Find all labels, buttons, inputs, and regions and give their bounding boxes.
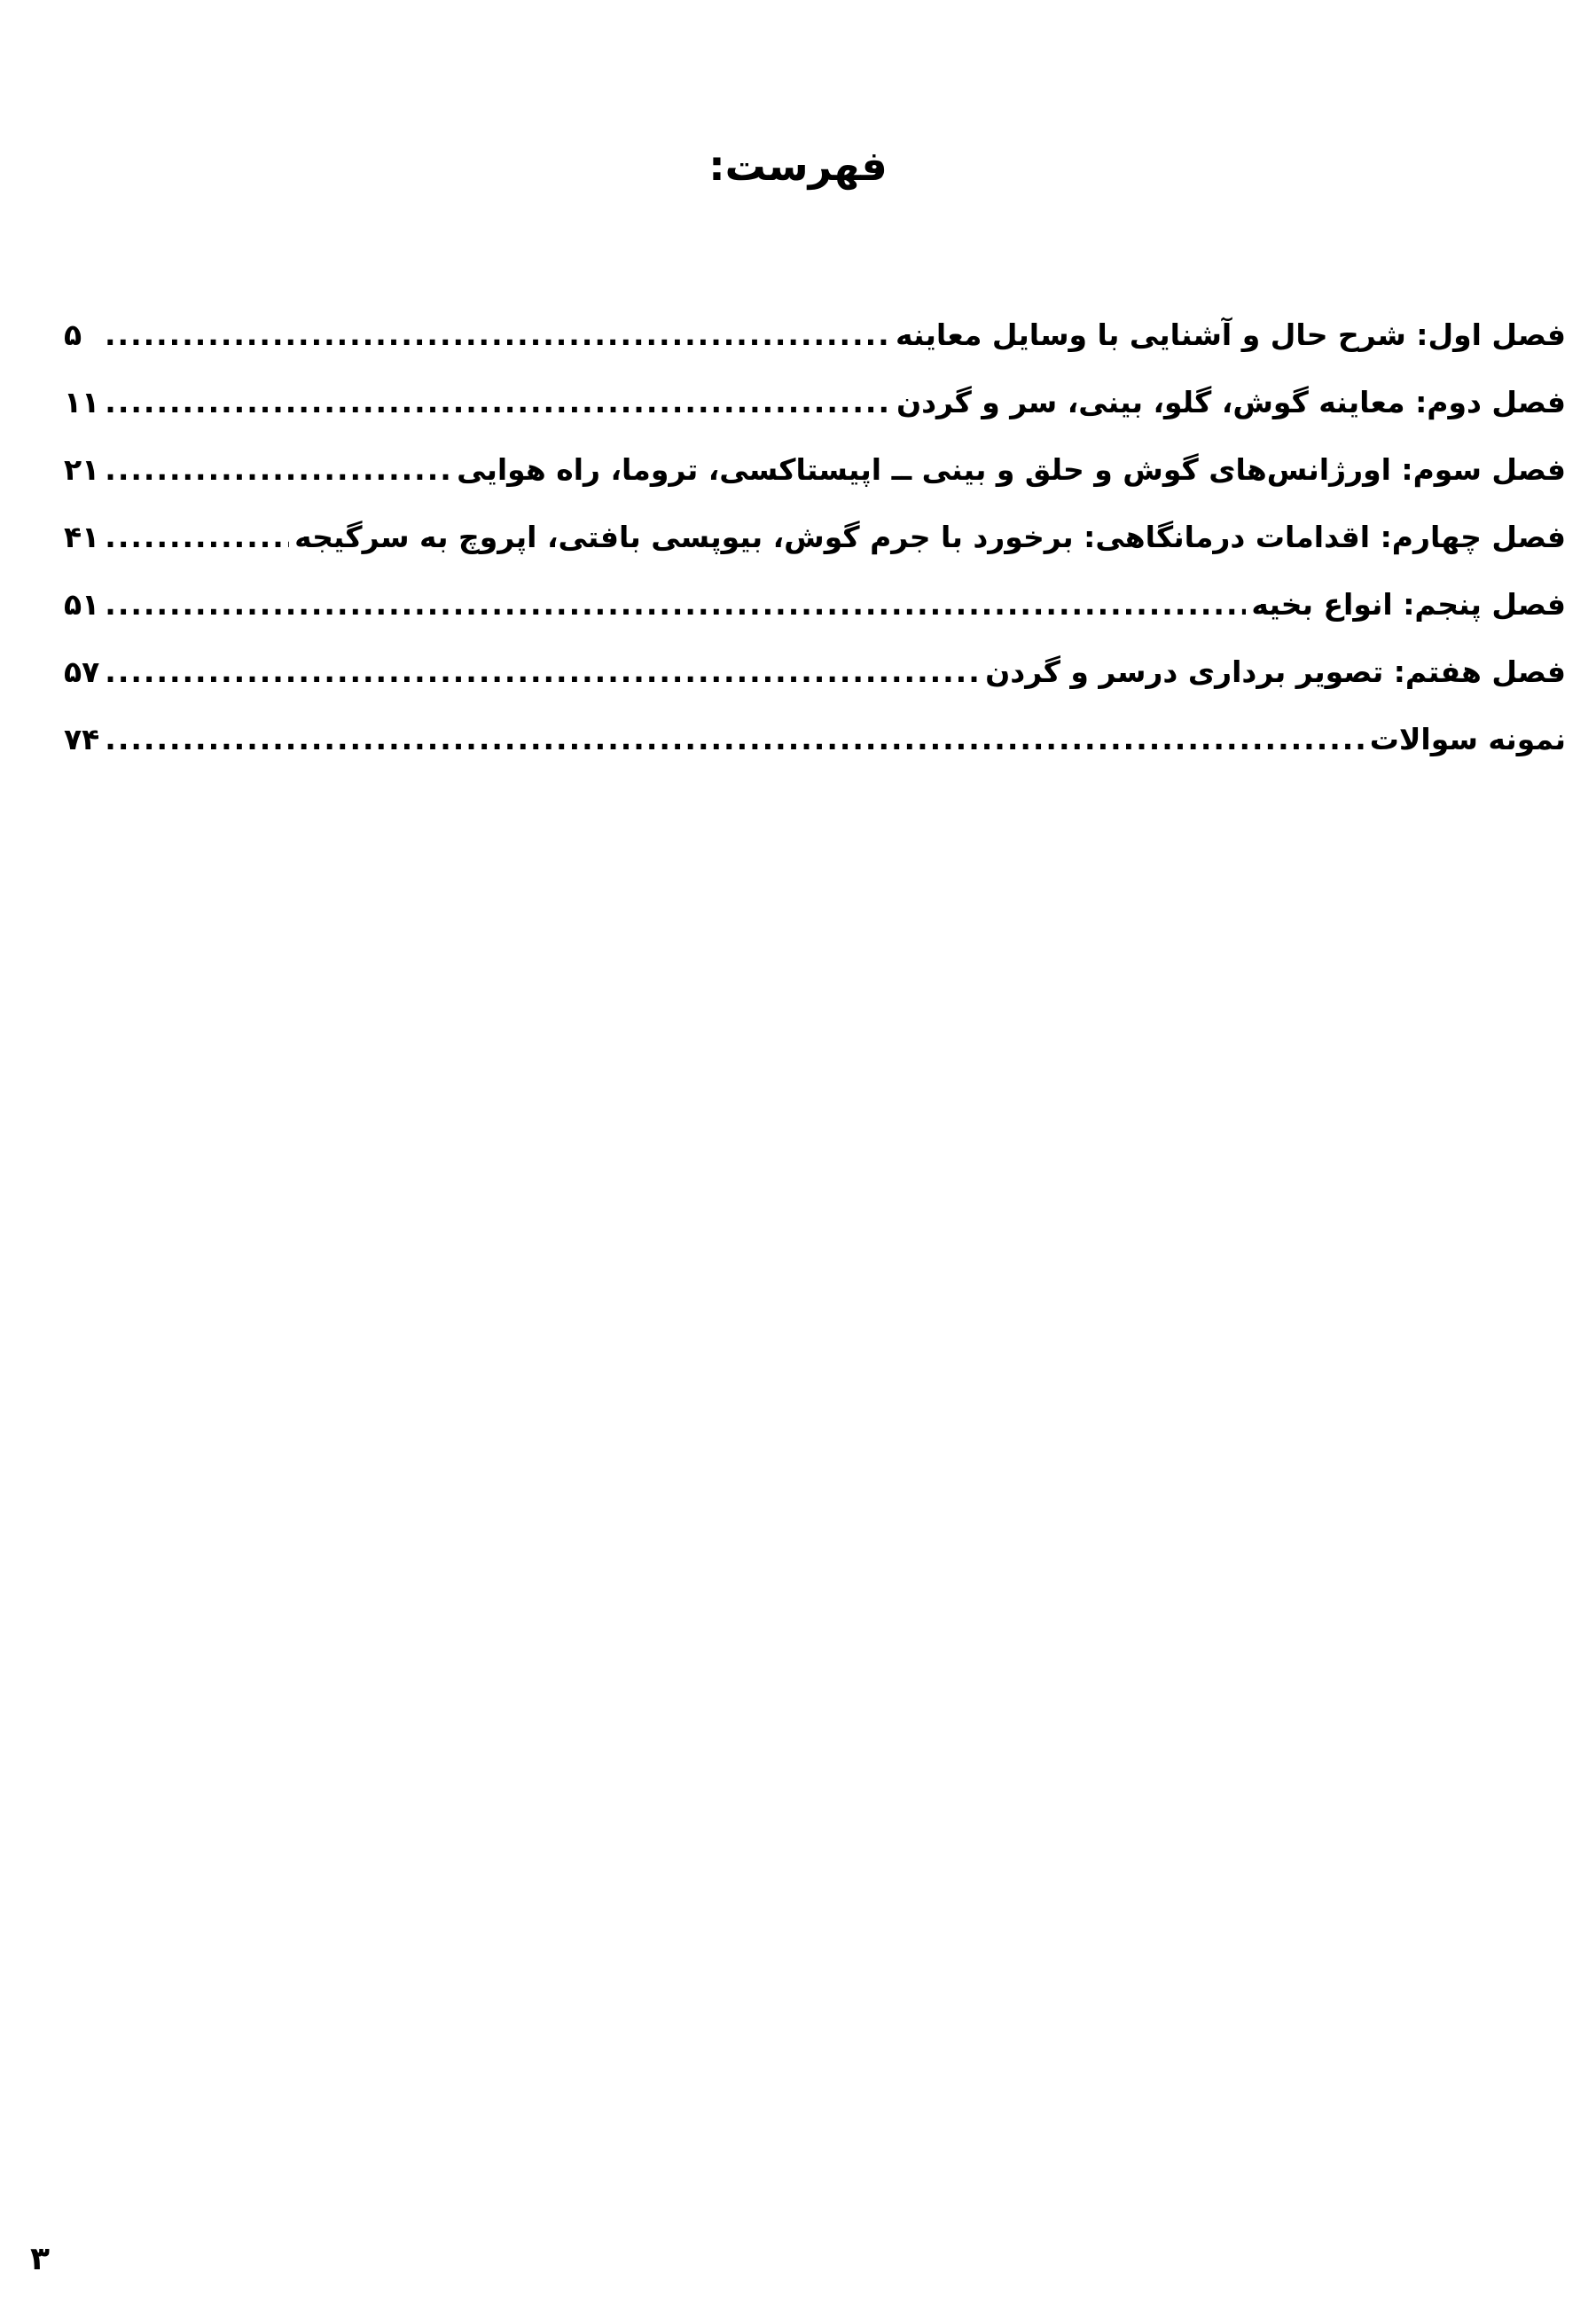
toc-entry-5[interactable]: [64, 555, 1566, 623]
toc-leader-dots: [105, 654, 980, 690]
toc-entry-label: فصل پنجم: انواع بخیه: [1251, 587, 1566, 623]
toc-entry-label: فصل سوم: اورژانس‌های گوش و حلق و بینی ــ اپیستاکسی، تروما، راه هوایی: [457, 452, 1566, 488]
page-number: ۳: [30, 2241, 50, 2277]
toc-leader-dots: [105, 520, 289, 555]
toc-leader-dots: [105, 385, 891, 420]
toc-entry-3[interactable]: [64, 420, 1566, 488]
toc-title: فهرست:: [708, 142, 888, 190]
toc-entry-label: فصل هفتم: تصویر برداری درسر و گردن: [985, 654, 1566, 690]
toc-entry-1[interactable]: [64, 286, 1566, 353]
toc-entry-label: فصل دوم: معاینه گوش، گلو، بینی، سر و گردن: [896, 385, 1566, 420]
toc-entry-label: فصل اول: شرح حال و آشنایی با وسایل معاینه: [896, 317, 1566, 353]
toc-entry-page: ۲۱: [64, 452, 100, 488]
toc-entry-page: ۵۷: [64, 654, 100, 690]
toc-leader-dots: [105, 722, 1364, 757]
toc-leader-dots: [105, 452, 451, 488]
toc-entry-6[interactable]: [64, 623, 1566, 690]
toc-entry-page: ۵: [64, 317, 82, 353]
toc-entry-label: نمونه سوالات: [1369, 722, 1566, 757]
toc-entry-2[interactable]: [64, 353, 1566, 420]
toc-entry-page: ۱۱: [64, 385, 100, 420]
table-of-contents: [64, 286, 1566, 757]
toc-entry-4[interactable]: [64, 488, 1566, 555]
toc-entry-page: ۴۱: [64, 520, 100, 555]
toc-entry-page: ۵۱: [64, 587, 100, 623]
toc-entry-7[interactable]: [64, 690, 1566, 757]
toc-leader-dots: [105, 317, 890, 353]
toc-leader-dots: [105, 587, 1246, 623]
toc-entry-page: ۷۴: [64, 722, 100, 757]
toc-entry-label: فصل چهارم: اقدامات درمانگاهی: برخورد با جرم گوش، بیوپسی بافتی، اپروچ به سرگیجه: [294, 520, 1566, 555]
